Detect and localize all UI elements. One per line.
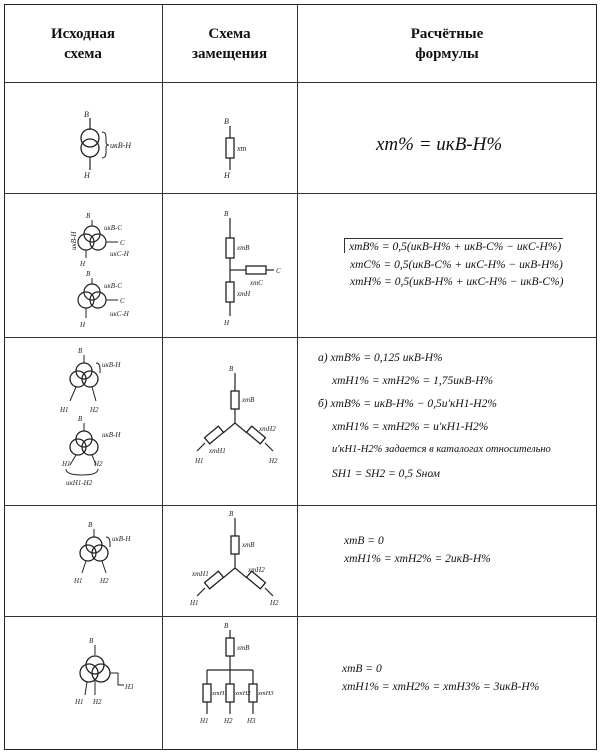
formula-row3-a1: а) xтВ% = 0,125 uкВ-Н%: [318, 352, 443, 364]
star-equivalent-three-winding: [210, 210, 295, 330]
label-uk: uкС-Н: [110, 310, 129, 318]
label-H2: H2: [94, 460, 103, 468]
formula-row3-b2: xтН1% = xтН2% = u′кН1-Н2%: [332, 421, 489, 433]
header-initial-scheme: [4, 24, 162, 64]
label-H3: H3: [125, 683, 134, 691]
label-xtN: xтН: [237, 290, 251, 298]
label-H1: H1: [195, 457, 204, 465]
label-xtN2: xтН2: [248, 566, 265, 574]
split-winding-transformer-symbols: [40, 345, 160, 495]
row-divider: [4, 337, 597, 338]
label-B: B: [224, 622, 229, 630]
label-xtN3: xтН3: [258, 690, 274, 697]
label-B: B: [86, 270, 91, 278]
label-H3: H3: [247, 717, 256, 725]
label-H2: H2: [224, 717, 233, 725]
label-B: B: [84, 110, 89, 119]
label-H: H: [224, 319, 230, 327]
label-uk: uкВ-Н: [102, 361, 121, 369]
formula-row2-line2: xтС% = 0,5(uкВ-С% + uкС-Н% − uкВ-Н%): [350, 259, 563, 271]
formula-row2-line1: xтВ% = 0,5(uкВ-Н% + uкВ-С% − uкС-Н%): [344, 238, 563, 253]
two-winding-transformer-symbol: [60, 110, 160, 180]
label-H: H: [224, 171, 230, 180]
row-divider: [4, 193, 597, 194]
header-text: формулы: [415, 46, 479, 62]
star-equivalent-split-winding-2: [190, 510, 290, 610]
label-xtN1: xтН1: [209, 447, 226, 455]
header-equivalent-scheme: [162, 24, 297, 64]
label-xtV: xтВ: [242, 396, 255, 404]
column-divider: [297, 4, 298, 750]
label-xt: xт: [237, 144, 247, 153]
row-divider: [4, 82, 597, 83]
label-uk: uкВ-Н: [70, 231, 78, 250]
formula-row3-note: u′кН1-Н2% задается в каталогах относительно: [332, 444, 551, 455]
formula-row1: xт% = uкВ-Н%: [376, 134, 503, 155]
label-B: B: [86, 212, 91, 220]
column-divider: [162, 4, 163, 750]
formula-row3-b1: б) xтВ% = uкВ-Н% − 0,5u′кН1-Н2%: [318, 398, 497, 410]
label-xtN1: xтН1: [192, 570, 209, 578]
label-H2: H2: [90, 406, 99, 414]
label-uk: uкН1-Н2: [66, 479, 93, 487]
label-H1: H1: [60, 406, 69, 414]
label-xtS: xтС: [250, 279, 263, 287]
label-H1: H1: [190, 599, 199, 607]
header-text: замещения: [191, 46, 268, 62]
formula-row5-line2: xтН1% = xтН2% = xтН3% = 3uкВ-Н%: [342, 681, 540, 693]
header-formulas: [297, 24, 597, 64]
label-C: C: [120, 239, 125, 247]
label-H: H: [80, 260, 86, 268]
equivalent-reactance-xt: [215, 118, 275, 178]
label-H: H: [80, 321, 86, 329]
label-H1: H1: [74, 577, 83, 585]
header-text: схема: [64, 46, 102, 62]
formula-row4-line1: xтВ = 0: [344, 535, 384, 547]
label-H2: H2: [100, 577, 109, 585]
label-xtV: xтВ: [242, 541, 255, 549]
label-B: B: [78, 347, 83, 355]
label-xtN1: xтН1: [212, 690, 228, 697]
label-H2: H2: [269, 457, 278, 465]
row-divider: [4, 505, 597, 506]
triple-split-transformer-symbol: [55, 635, 155, 725]
header-text: Схема: [208, 26, 251, 42]
star-equivalent-split-winding: [195, 365, 295, 475]
header-text: Расчётные: [410, 26, 484, 42]
label-H2: H2: [93, 698, 102, 706]
three-winding-transformer-symbol: [66, 200, 162, 335]
split-winding-transformer-symbol-2: [50, 515, 160, 595]
label-xtN2: xтН2: [235, 690, 251, 697]
formula-row3-s: SН1 = SН2 = 0,5 Sном: [332, 468, 440, 480]
formula-row3-a2: xтН1% = xтН2% = 1,75uкВ-Н%: [332, 375, 494, 387]
label-xtV: xтВ: [237, 644, 250, 652]
triple-split-equivalent-circuit: [190, 622, 295, 750]
label-B: B: [224, 210, 229, 218]
label-B: B: [229, 365, 234, 373]
row-divider: [4, 616, 597, 617]
label-C: C: [276, 267, 281, 275]
label-uk: uкВ-С: [104, 224, 123, 232]
formula-row4-line2: xтН1% = xтН2% = 2uкВ-Н%: [344, 553, 491, 565]
label-uk: uкВ-Н: [112, 535, 131, 543]
label-H1: H1: [75, 698, 84, 706]
label-xtV: xтВ: [237, 244, 250, 252]
label-B: B: [88, 521, 93, 529]
label-uk: uкВ-С: [104, 282, 123, 290]
label-xtN2: xтН2: [259, 425, 276, 433]
label-H: H: [84, 171, 90, 180]
label-H1: H1: [62, 460, 71, 468]
label-H2: H2: [270, 599, 279, 607]
label-H1: H1: [200, 717, 209, 725]
label-B: B: [78, 415, 83, 423]
formula-row2-line3: xтН% = 0,5(uкВ-Н% + uкС-Н% − uкВ-С%): [350, 276, 564, 288]
formula-row5-line1: xтВ = 0: [342, 663, 382, 675]
label-uk: uкВ-Н: [102, 431, 121, 439]
label-uk: uкВ-Н: [110, 141, 132, 150]
label-C: C: [120, 297, 125, 305]
label-B: B: [89, 637, 94, 645]
label-B: B: [224, 117, 229, 126]
header-text: Исходная: [51, 26, 115, 42]
label-uk: uкС-Н: [110, 250, 129, 258]
label-B: B: [229, 510, 234, 518]
